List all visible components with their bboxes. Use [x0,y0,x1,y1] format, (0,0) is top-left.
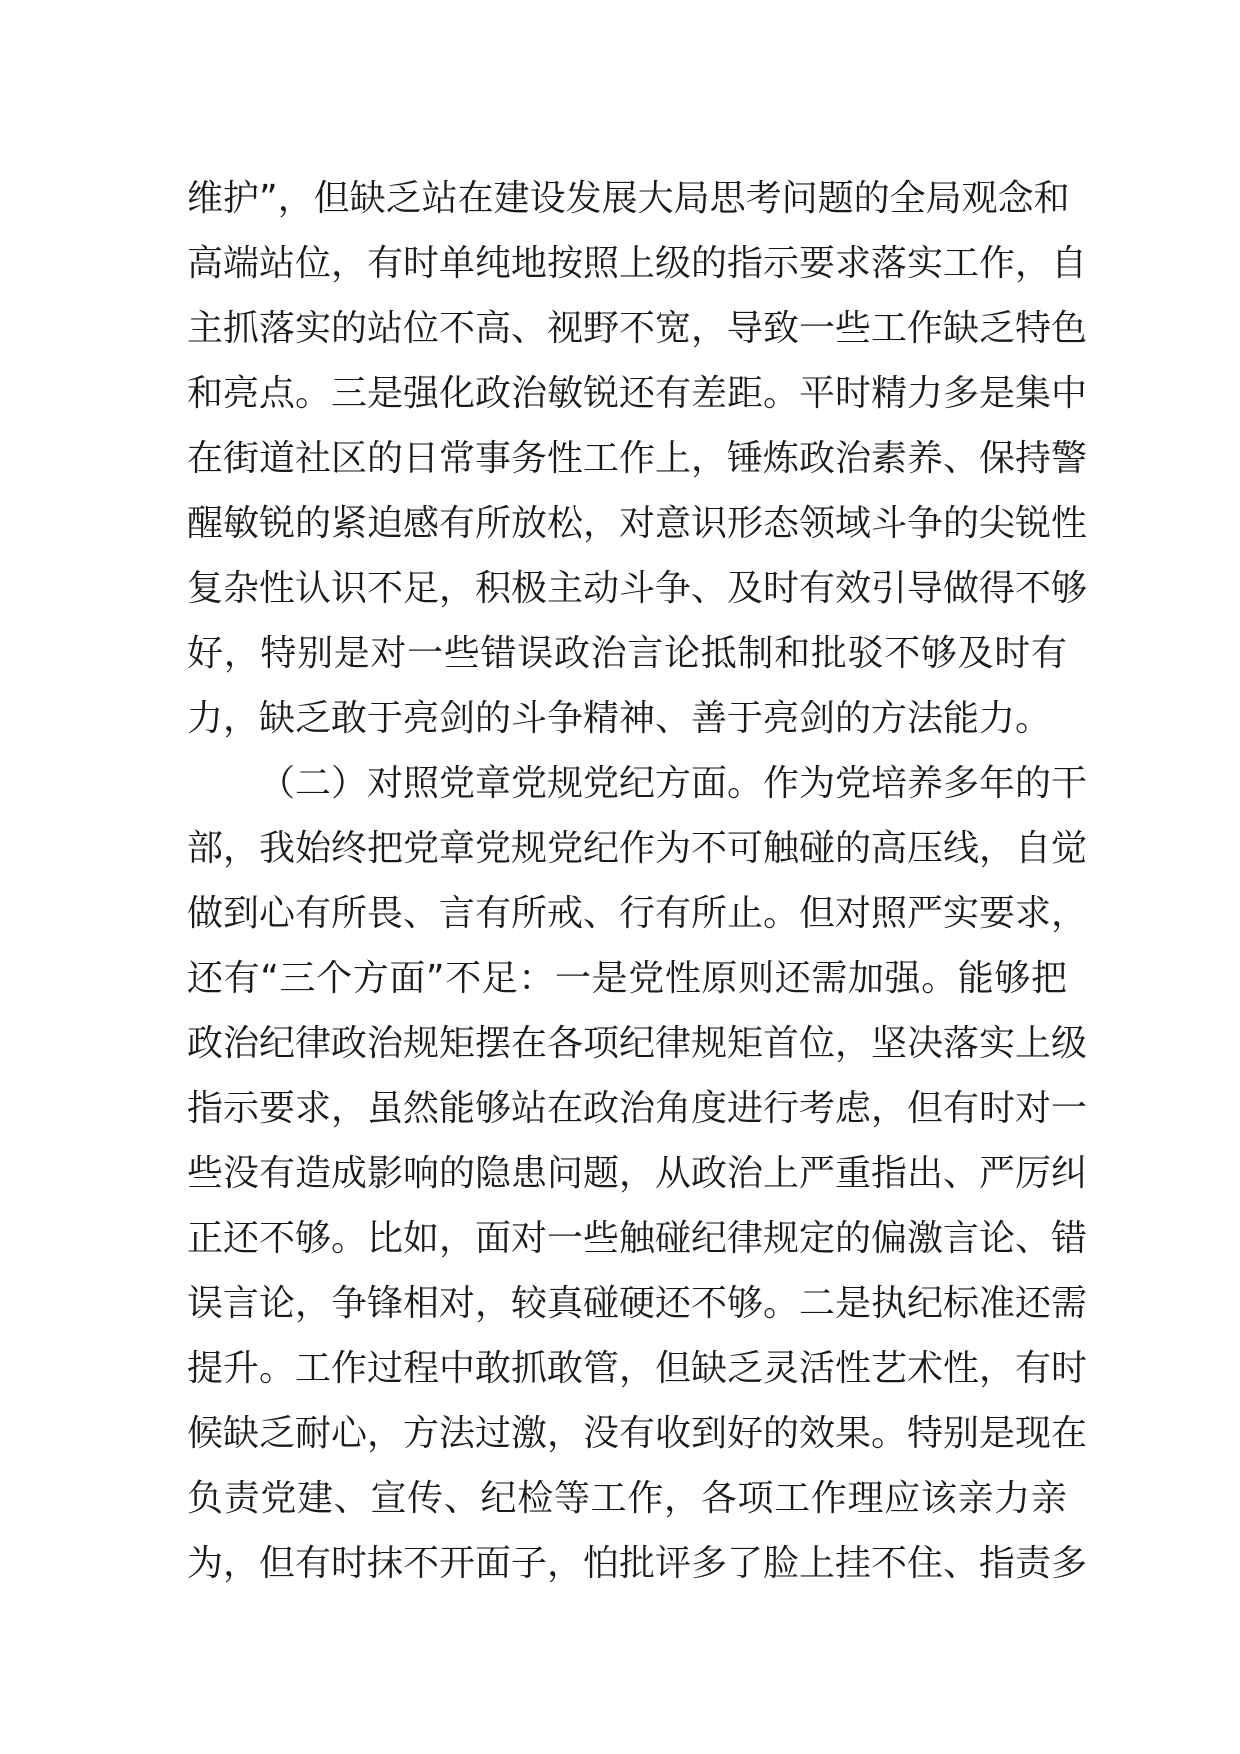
text-line: 正还不够。比如，面对一些触碰纪律规定的偏激言论、错 [187,1218,1088,1259]
text-line: 候缺乏耐心，方法过激，没有收到好的效果。特别是现在 [187,1413,1088,1454]
section-heading-line: （二）对照党章党规党纪方面。作为党培养多年的干 [259,763,1088,804]
text-line: 为，但有时抹不开面子，怕批评多了脸上挂不住、指责多 [187,1543,1088,1584]
text-line: 还有“三个方面”不足：一是党性原则还需加强。能够把 [187,958,1067,999]
text-line: 维护”，但缺乏站在建设发展大局思考问题的全局观念和 [187,178,1070,219]
text-line: 部，我始终把党章党规党纪作为不可触碰的高压线，自觉 [187,828,1088,869]
text-line: 和亮点。三是强化政治敏锐还有差距。平时精力多是集中 [187,373,1088,414]
text-line: 高端站位，有时单纯地按照上级的指示要求落实工作，自 [187,243,1088,284]
text-line: 负责党建、宣传、纪检等工作，各项工作理应该亲力亲 [187,1478,1067,1519]
text-line: 提升。工作过程中敢抓敢管，但缺乏灵活性艺术性，有时 [187,1348,1088,1389]
body-text [187,166,1088,1596]
text-line: 主抓落实的站位不高、视野不宽，导致一些工作缺乏特色 [187,308,1088,349]
text-line: 指示要求，虽然能够站在政治角度进行考虑，但有时对一 [187,1088,1088,1129]
text-line: 在街道社区的日常事务性工作上，锤炼政治素养、保持警 [187,438,1088,479]
text-line: 好，特别是对一些错误政治言论抵制和批驳不够及时有 [187,633,1067,674]
text-line: 些没有造成影响的隐患问题，从政治上严重指出、严厉纠 [187,1153,1088,1194]
text-line: 政治纪律政治规矩摆在各项纪律规矩首位，坚决落实上级 [187,1023,1088,1064]
text-line: 复杂性认识不足，积极主动斗争、及时有效引导做得不够 [187,568,1088,609]
text-line: 力，缺乏敢于亮剑的斗争精神、善于亮剑的方法能力。 [187,698,1052,739]
text-line: 做到心有所畏、言有所戒、行有所止。但对照严实要求， [187,893,1088,934]
text-line: 误言论，争锋相对，较真碰硬还不够。二是执纪标准还需 [187,1283,1088,1324]
text-line: 醒敏锐的紧迫感有所放松，对意识形态领域斗争的尖锐性 [187,503,1088,544]
